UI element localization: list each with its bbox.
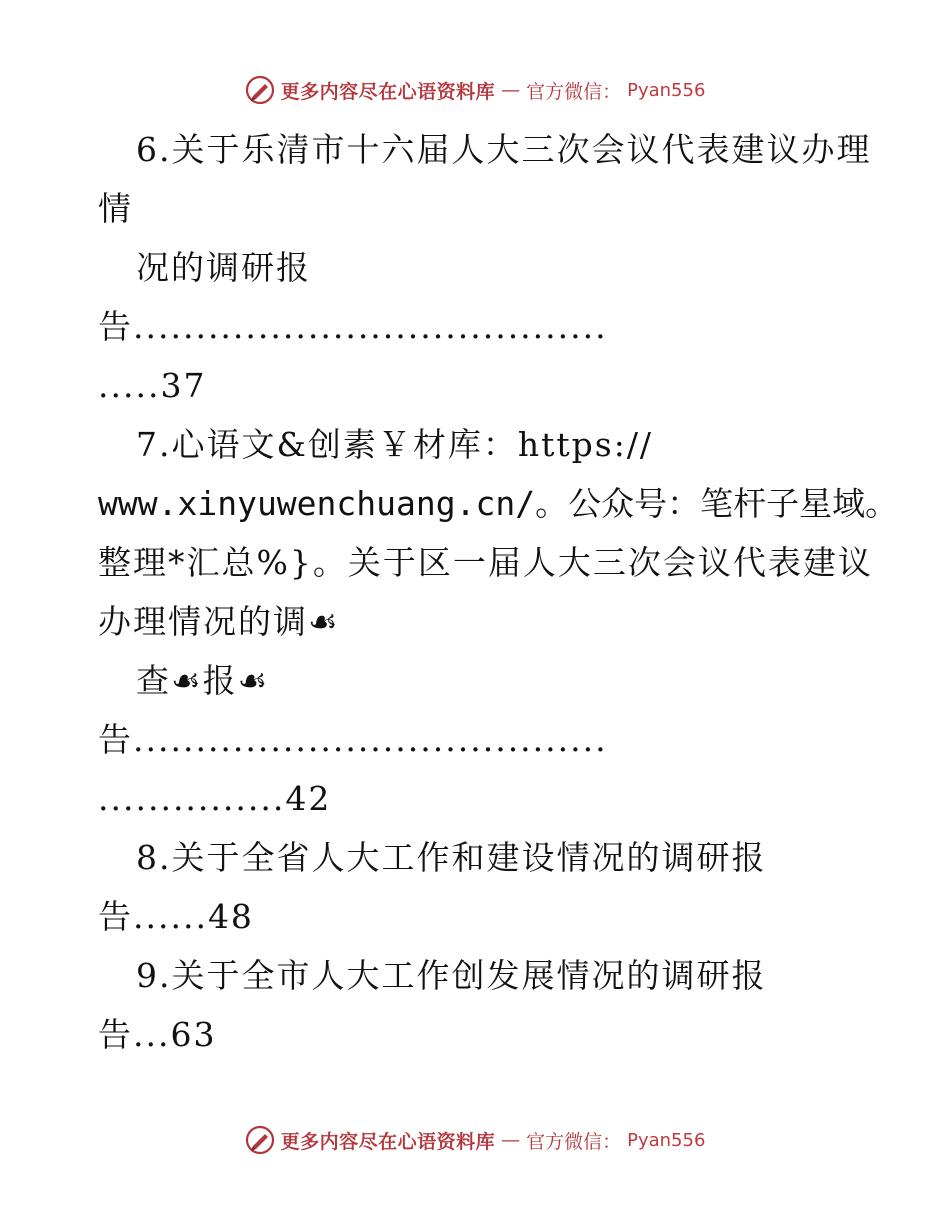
toc-line: 7.心语文&创素￥材库：https://	[136, 425, 654, 464]
toc-line-url: www.xinyuwenchuang.cn/。公众号：笔杆子星域。	[98, 484, 899, 523]
banner-main-text: 更多内容尽在心语资料库	[280, 1130, 496, 1153]
banner-wechat-label: 官方微信：	[526, 80, 622, 103]
toc-line: 况的调研报	[136, 248, 311, 287]
banner-main-text: 更多内容尽在心语资料库	[280, 80, 496, 103]
toc-line: 告......48	[98, 897, 254, 936]
toc-line: 情	[98, 189, 133, 228]
banner-dash: —	[501, 1129, 521, 1151]
toc-line: 告......................................	[98, 307, 608, 346]
toc-line: 8.关于全省人大工作和建设情况的调研报	[136, 838, 767, 877]
banner-wechat-id: Pyan556	[627, 79, 706, 101]
pen-logo-icon	[245, 75, 275, 105]
toc-line: ...............42	[98, 779, 332, 818]
toc-line: 9.关于全市人大工作创发展情况的调研报	[136, 956, 767, 995]
toc-line: 6.关于乐清市十六届人大三次会议代表建议办理	[136, 130, 872, 169]
pen-logo-icon	[245, 1125, 275, 1155]
toc-line: .....37	[98, 366, 207, 405]
toc-line: 告......................................	[98, 720, 608, 759]
banner-dash: —	[501, 79, 521, 101]
toc-line: 办理情况的调☙	[98, 602, 340, 641]
toc-line: 查☙报☙	[136, 661, 270, 700]
toc-line: 整理*汇总%}。关于区一届人大三次会议代表建议	[98, 543, 873, 582]
banner-wechat-id: Pyan556	[627, 1129, 706, 1151]
header-banner	[0, 72, 950, 108]
toc-content	[98, 120, 899, 1064]
toc-line: 告...63	[98, 1015, 217, 1054]
footer-banner	[0, 1122, 950, 1158]
banner-wechat-label: 官方微信：	[526, 1130, 622, 1153]
